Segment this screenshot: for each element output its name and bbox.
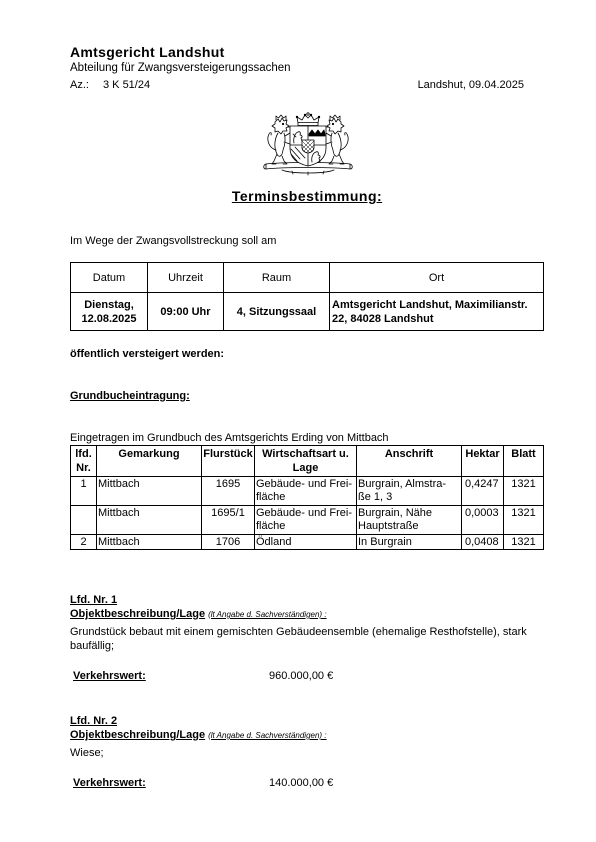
description-label: Objektbeschreibung/Lage [70,729,206,741]
cell-gemarkung: Mittbach [97,535,202,550]
case-reference-row [70,78,524,92]
header-blatt: Blatt [504,446,544,477]
cell-lfd-nr: 1 [71,477,97,506]
cell-blatt: 1321 [504,477,544,506]
description-text: Wiese; [70,747,104,759]
cell-gemarkung: Mittbach [97,506,202,535]
header-lfd-nr: lfd. Nr. [71,446,97,477]
court-name: Amtsgericht Landshut [70,44,225,60]
cell-wirtschaftsart: Gebäude- und Frei- fläche [255,506,357,535]
description-text: Grundstück bebaut mit einem gemischten Gebäudeensemble (ehemalige Resthofstelle), stark baufällig; [70,626,527,652]
cell-blatt: 1321 [504,506,544,535]
cell-wirtschaftsart: Ödland [255,535,357,550]
land-register-intro: Eingetragen im Grundbuch des Amtsgerichts Erding von Mittbach [70,432,389,444]
cell-lfd-nr [71,506,97,535]
appointment-header-room: Raum [224,263,330,293]
cell-anschrift: In Burgrain [357,535,462,550]
appointment-header-time: Uhrzeit [148,263,224,293]
header-gemarkung: Gemarkung [97,446,202,477]
description-label-row [70,607,550,622]
appointment-room: 4, Sitzungssaal [224,293,330,331]
lot-1 [70,594,550,683]
intro-text: Im Wege der Zwangsvollstreckung soll am [70,235,277,247]
left-lion-icon [268,115,291,164]
shield-icon [290,126,326,166]
case-label: Az.: [70,79,89,91]
cell-anschrift: Burgrain, Nähe Hauptstraße [357,506,462,535]
case-number: 3 K 51/24 [103,79,151,91]
lot-heading: Lfd. Nr. 1 [70,594,118,606]
market-value-row [70,776,550,790]
market-value-row [70,669,550,683]
cell-hektar: 0,4247 [462,477,504,506]
cell-flurstueck: 1695/1 [202,506,255,535]
table-row [71,535,544,550]
market-value: 140.000,00 € [269,777,334,789]
right-lion-icon [325,115,348,164]
appointment-header-date: Datum [71,263,148,293]
market-value-label: Verkehrswert: [73,777,146,789]
coat-of-arms-icon [262,112,354,176]
place-date: Landshut, 09.04.2025 [417,79,524,91]
lot-heading: Lfd. Nr. 2 [70,715,118,727]
cell-hektar: 0,0408 [462,535,504,550]
header-hektar: Hektar [462,446,504,477]
appointment-time: 09:00 Uhr [148,293,224,331]
market-value: 960.000,00 € [269,670,334,682]
appointment-location: Amtsgericht Landshut, Maximilianstr. 22, 84028 Landshut [330,293,544,331]
land-register-heading: Grundbucheintragung: [70,390,190,402]
cell-lfd-nr: 2 [71,535,97,550]
cell-blatt: 1321 [504,535,544,550]
department-name: Abteilung für Zwangsversteigerungssachen [70,62,291,74]
cell-hektar: 0,0003 [462,506,504,535]
description-label-row [70,728,550,743]
cell-anschrift: Burgrain, Almstra- ße 1, 3 [357,477,462,506]
table-row [71,477,544,506]
auction-statement: öffentlich versteigert werden: [70,348,225,360]
description-note: (lt Angabe d. Sachverständigen) : [208,610,327,619]
cell-flurstueck: 1695 [202,477,255,506]
header-flurstueck: Flurstück [202,446,255,477]
appointment-date: Dienstag, 12.08.2025 [71,293,148,331]
cell-wirtschaftsart: Gebäude- und Frei- fläche [255,477,357,506]
cell-flurstueck: 1706 [202,535,255,550]
document-title: Terminsbestimmung: [231,188,383,204]
header-wirtschaftsart: Wirtschaftsart u. Lage [255,446,357,477]
appointment-table [70,262,544,331]
description-note: (lt Angabe d. Sachverständigen) : [208,731,327,740]
land-register-header-row [71,446,544,477]
description-label: Objektbeschreibung/Lage [70,608,206,620]
coat-of-arms-graphic [262,112,354,176]
appointment-header-row [71,263,544,293]
cell-gemarkung: Mittbach [97,477,202,506]
appointment-data-row [71,293,544,331]
land-register-table [70,445,544,550]
table-row [71,506,544,535]
crown-icon [296,113,320,126]
header-anschrift: Anschrift [357,446,462,477]
appointment-header-location: Ort [330,263,544,293]
lot-2 [70,715,550,790]
market-value-label: Verkehrswert: [73,670,146,682]
